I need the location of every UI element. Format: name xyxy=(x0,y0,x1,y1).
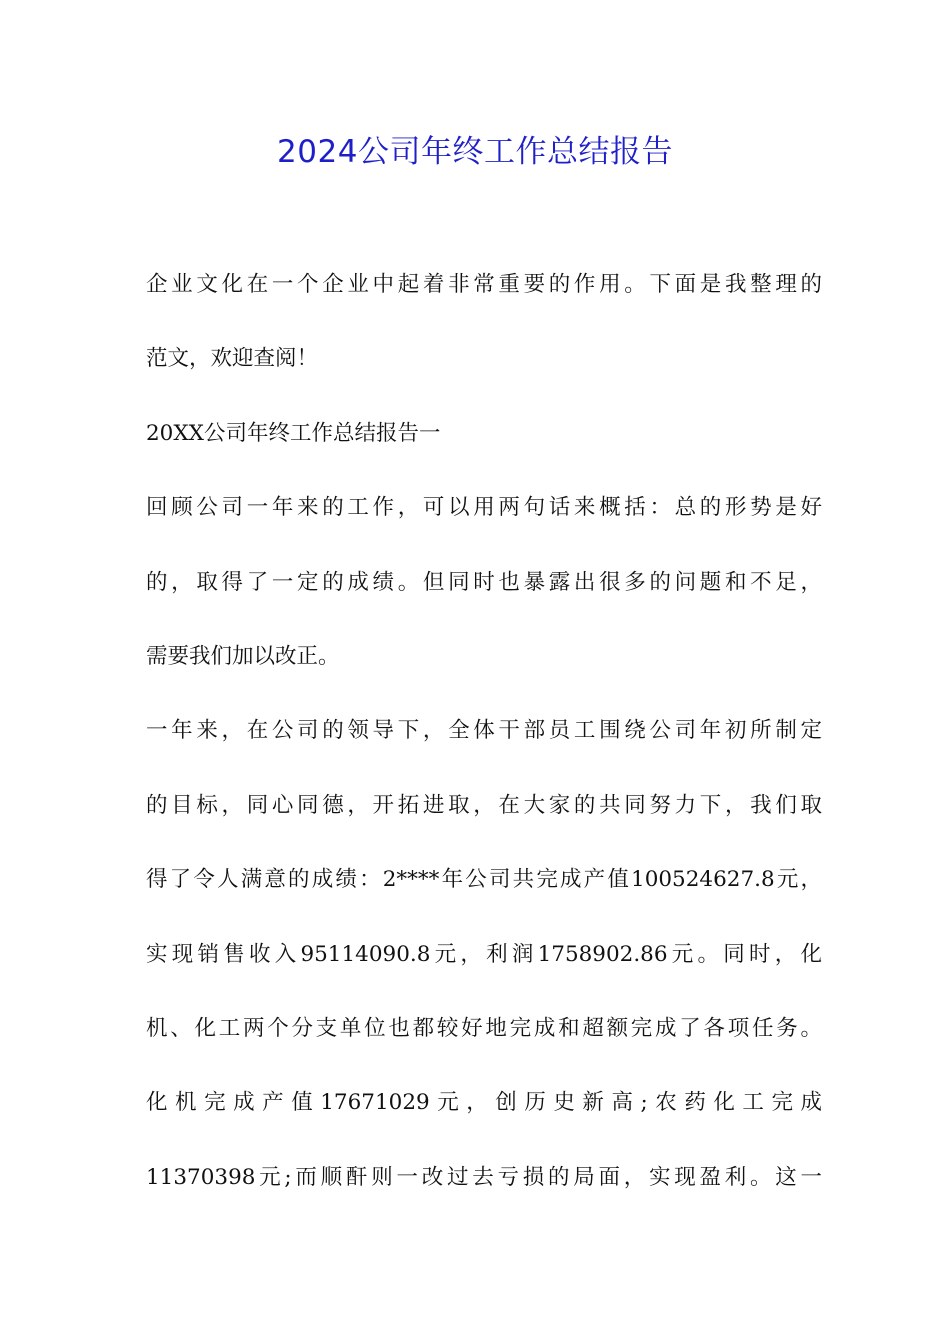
body-line: 回顾公司一年来的工作，可以用两句话来概括：总的形势是好 xyxy=(146,495,822,521)
body-line: 需要我们加以改正。 xyxy=(146,643,340,669)
body-line: 实现销售收入95114090.8元，利润1758902.86元。同时，化 xyxy=(146,941,822,967)
body-line: 机、化工两个分支单位也都较好地完成和超额完成了各项任务。 xyxy=(146,1015,822,1041)
body-line: 企业文化在一个企业中起着非常重要的作用。下面是我整理的 xyxy=(146,272,822,297)
body-line: 化机完成产值17671029元，创历史新高;农药化工完成 xyxy=(146,1090,822,1116)
section-heading: 20XX公司年终工作总结报告一 xyxy=(146,420,441,446)
body-line: 得了令人满意的成绩：2****年公司共完成产值100524627.8元， xyxy=(146,867,822,893)
body-line: 一年来，在公司的领导下，全体干部员工围绕公司年初所制定 xyxy=(146,718,822,744)
body-line: 的，取得了一定的成绩。但同时也暴露出很多的问题和不足， xyxy=(146,569,822,595)
body-line: 的目标，同心同德，开拓进取，在大家的共同努力下，我们取 xyxy=(146,792,822,818)
document-title: 2024公司年终工作总结报告 xyxy=(277,134,673,170)
document-body xyxy=(146,260,822,1227)
body-line: 11370398元;而顺酐则一改过去亏损的局面，实现盈利。这一 xyxy=(146,1164,822,1190)
body-line: 范文，欢迎查阅！ xyxy=(146,346,319,372)
